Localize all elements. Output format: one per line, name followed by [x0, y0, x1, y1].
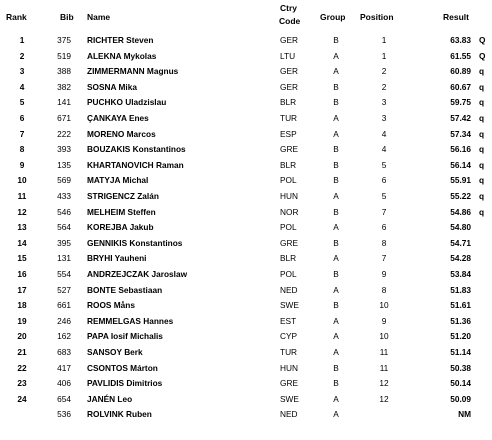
country-cell: HUN [280, 362, 298, 373]
bib-cell: 564 [57, 222, 71, 233]
name-cell: CSONTOS Márton [87, 362, 158, 373]
bib-cell: 131 [57, 253, 71, 264]
position-cell: 9 [381, 315, 387, 326]
rank-cell: 20 [17, 331, 27, 342]
rank-cell: 6 [19, 113, 25, 123]
bib-cell: 536 [57, 409, 71, 420]
rank-cell: 14 [17, 237, 27, 248]
qualification-cell: q [479, 144, 485, 155]
name-cell: STRIGENCZ Zalán [87, 191, 159, 201]
position-cell: 2 [381, 66, 387, 77]
rank-cell: 12 [17, 206, 27, 217]
bib-cell: 375 [57, 35, 71, 45]
name-cell: MELHEIM Steffen [87, 206, 156, 217]
name-cell: ZIMMERMANN Magnus [87, 66, 179, 77]
name-cell: GENNIKIS Konstantinos [87, 237, 183, 248]
header-ctry-line2: Code [279, 16, 301, 26]
rank-cell: 4 [19, 81, 25, 92]
header-ctry-line1: Ctry [280, 3, 298, 13]
position-cell: 5 [381, 191, 387, 201]
country-cell: BLR [280, 97, 297, 108]
name-cell: BRYHI Yauheni [87, 253, 147, 264]
position-cell: 11 [379, 362, 389, 373]
bib-cell: 395 [57, 237, 71, 248]
group-cell: A [333, 331, 339, 342]
country-cell: NED [280, 409, 298, 420]
position-cell: 1 [381, 35, 387, 45]
rank-cell: 18 [17, 300, 27, 311]
position-cell: 10 [379, 331, 389, 342]
bib-cell: 382 [57, 81, 71, 92]
bib-cell: 393 [57, 144, 71, 155]
position-cell: 4 [381, 128, 387, 139]
rank-cell: 10 [17, 175, 27, 186]
bib-cell: 417 [57, 362, 71, 373]
rank-cell: 23 [17, 378, 27, 389]
result-cell: NM [458, 409, 471, 420]
country-cell: EST [280, 315, 297, 326]
group-cell: A [333, 347, 339, 357]
country-cell: GRE [280, 144, 298, 155]
country-cell: ESP [280, 128, 297, 139]
qualification-cell: q [479, 81, 485, 92]
country-cell: TUR [280, 347, 298, 357]
rank-cell: 21 [17, 347, 27, 357]
position-cell: 12 [379, 378, 389, 389]
header-group: Group [320, 12, 346, 22]
group-cell: B [333, 97, 339, 108]
position-cell: 2 [381, 81, 387, 92]
country-cell: POL [280, 175, 297, 186]
country-cell: CYP [280, 331, 298, 342]
group-cell: A [333, 393, 339, 404]
rank-cell: 3 [19, 66, 25, 77]
bib-cell: 671 [57, 113, 71, 123]
group-cell: A [333, 315, 339, 326]
position-cell: 7 [381, 206, 387, 217]
header-rank: Rank [6, 12, 27, 22]
rank-cell: 1 [19, 35, 25, 45]
name-cell: ROOS Måns [87, 300, 135, 311]
bib-cell: 654 [57, 393, 71, 404]
qualification-cell: q [479, 175, 485, 186]
position-cell: 7 [381, 253, 387, 264]
country-cell: BLR [280, 159, 297, 170]
header-result: Result [443, 12, 469, 22]
group-cell: B [333, 300, 339, 311]
qualification-cell: Q [479, 50, 486, 61]
qualification-cell: q [479, 191, 485, 201]
result-cell: 59.75 [450, 97, 471, 108]
header-bib: Bib [60, 12, 74, 22]
name-cell: MORENO Marcos [87, 128, 156, 139]
bib-cell: 135 [57, 159, 71, 170]
name-cell: BOUZAKIS Konstantinos [87, 144, 186, 155]
name-cell: PUCHKO Uladzislau [87, 97, 167, 108]
country-cell: GRE [280, 237, 298, 248]
rank-cell: 5 [19, 97, 25, 108]
group-cell: B [333, 378, 339, 389]
group-cell: A [333, 409, 339, 420]
position-cell: 4 [381, 144, 387, 155]
group-cell: A [333, 128, 339, 139]
name-cell: ANDRZEJCZAK Jaroslaw [87, 269, 188, 279]
qualification-cell: q [479, 97, 485, 108]
result-cell: 53.84 [450, 269, 471, 279]
name-cell: ALEKNA Mykolas [87, 50, 157, 61]
group-cell: A [333, 222, 339, 233]
name-cell: PAPA Iosif Michalis [87, 331, 163, 342]
country-cell: GER [280, 66, 298, 77]
result-cell: 51.36 [450, 315, 471, 326]
name-cell: ROLVINK Ruben [87, 409, 152, 420]
name-cell: SOSNA Mika [87, 81, 137, 92]
qualification-cell: Q [479, 35, 486, 45]
bib-cell: 569 [57, 175, 71, 186]
group-cell: A [333, 284, 339, 295]
country-cell: HUN [280, 191, 298, 201]
group-cell: A [333, 50, 339, 61]
name-cell: REMMELGAS Hannes [87, 315, 174, 326]
country-cell: NED [280, 284, 298, 295]
bib-cell: 162 [57, 331, 71, 342]
bib-cell: 661 [57, 300, 71, 311]
rank-cell: 24 [17, 393, 27, 404]
position-cell: 10 [379, 300, 389, 311]
result-cell: 60.67 [450, 81, 471, 92]
qualification-cell: q [479, 128, 485, 139]
bib-cell: 246 [57, 315, 71, 326]
result-cell: 50.09 [450, 393, 471, 404]
result-cell: 57.34 [450, 128, 471, 139]
position-cell: 8 [381, 284, 387, 295]
country-cell: POL [280, 222, 297, 233]
name-cell: PAVLIDIS Dimitrios [87, 378, 163, 389]
rank-cell: 2 [19, 50, 25, 61]
header-name: Name [87, 12, 111, 22]
group-cell: B [333, 175, 339, 186]
result-cell: 51.61 [450, 300, 471, 311]
result-cell: 56.14 [450, 159, 471, 170]
rank-cell: 8 [19, 144, 25, 155]
name-cell: KOREJBA Jakub [87, 222, 154, 233]
header-position: Position [360, 12, 394, 22]
group-cell: B [333, 269, 339, 279]
group-cell: A [333, 253, 339, 264]
result-cell: 51.14 [450, 347, 471, 357]
result-cell: 60.89 [450, 66, 471, 77]
result-cell: 55.22 [450, 191, 471, 201]
result-cell: 63.83 [450, 35, 471, 45]
bib-cell: 683 [57, 347, 71, 357]
name-cell: RICHTER Steven [87, 35, 154, 45]
position-cell: 3 [381, 113, 387, 123]
bib-cell: 222 [57, 128, 71, 139]
rank-cell: 16 [17, 269, 27, 279]
country-cell: POL [280, 269, 297, 279]
rank-cell: 17 [17, 284, 27, 295]
country-cell: SWE [280, 300, 299, 311]
position-cell: 1 [381, 50, 387, 61]
result-cell: 54.86 [450, 206, 471, 217]
result-cell: 51.83 [450, 284, 471, 295]
group-cell: B [333, 159, 339, 170]
bib-cell: 388 [57, 66, 71, 77]
rank-cell: 22 [17, 362, 27, 373]
name-cell: BONTE Sebastiaan [87, 284, 163, 295]
result-cell: 51.20 [450, 331, 471, 342]
country-cell: BLR [280, 253, 297, 264]
result-cell: 57.42 [450, 113, 471, 123]
group-cell: B [333, 35, 339, 45]
bib-cell: 406 [57, 378, 71, 389]
group-cell: A [333, 113, 339, 123]
rank-cell: 7 [19, 128, 25, 139]
position-cell: 8 [381, 237, 387, 248]
result-cell: 50.14 [450, 378, 471, 389]
result-cell: 54.80 [450, 222, 471, 233]
group-cell: B [333, 81, 339, 92]
position-cell: 6 [381, 175, 387, 186]
position-cell: 5 [381, 159, 387, 170]
result-cell: 54.28 [450, 253, 471, 264]
table-header [0, 0, 492, 30]
rank-cell: 15 [17, 253, 27, 264]
bib-cell: 141 [57, 97, 71, 108]
bib-cell: 527 [57, 284, 71, 295]
position-cell: 6 [381, 222, 387, 233]
name-cell: KHARTANOVICH Raman [87, 159, 184, 170]
country-cell: GRE [280, 378, 298, 389]
rank-cell: 9 [19, 159, 25, 170]
bib-cell: 554 [57, 269, 71, 279]
position-cell: 9 [381, 269, 387, 279]
rank-cell: 13 [17, 222, 27, 233]
name-cell: SANSOY Berk [87, 347, 143, 357]
qualification-cell: q [479, 159, 485, 170]
result-cell: 50.38 [450, 362, 471, 373]
bib-cell: 433 [57, 191, 71, 201]
bib-cell: 546 [57, 206, 71, 217]
group-cell: B [333, 206, 339, 217]
group-cell: B [333, 237, 339, 248]
qualification-cell: q [479, 206, 485, 217]
country-cell: GER [280, 35, 298, 45]
country-cell: SWE [280, 393, 299, 404]
position-cell: 3 [381, 97, 387, 108]
country-cell: GER [280, 81, 298, 92]
result-cell: 54.71 [450, 237, 471, 248]
position-cell: 11 [379, 347, 389, 357]
rank-cell: 19 [17, 315, 27, 326]
bib-cell: 519 [57, 50, 71, 61]
rank-cell: 11 [17, 191, 27, 201]
qualification-cell: q [479, 66, 485, 77]
result-cell: 56.16 [450, 144, 471, 155]
name-cell: JANÉN Leo [87, 393, 133, 404]
country-cell: TUR [280, 113, 298, 123]
name-cell: MATYJA Michal [87, 175, 149, 186]
group-cell: A [333, 191, 339, 201]
group-cell: B [333, 362, 339, 373]
result-cell: 55.91 [450, 175, 471, 186]
country-cell: NOR [280, 206, 299, 217]
result-cell: 61.55 [450, 50, 471, 61]
qualification-cell: q [479, 113, 485, 123]
position-cell: 12 [379, 393, 389, 404]
group-cell: A [333, 66, 339, 77]
group-cell: B [333, 144, 339, 155]
name-cell: ÇANKAYA Enes [87, 113, 149, 123]
country-cell: LTU [280, 50, 296, 61]
